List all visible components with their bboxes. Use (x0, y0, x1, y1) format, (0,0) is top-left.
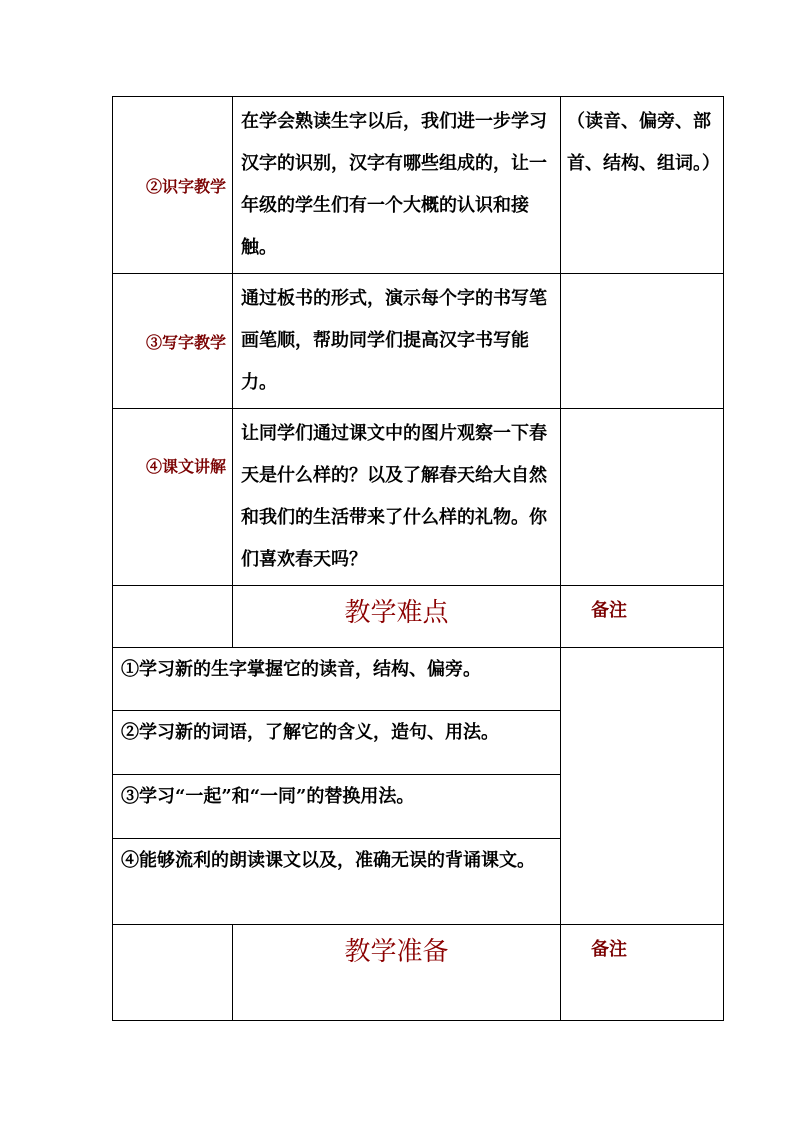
row-label-writing: ③写字教学 (113, 274, 233, 409)
row-label-literacy: ②识字教学 (113, 97, 233, 274)
row-content-literacy: 在学会熟读生字以后，我们进一步学习汉字的识别，汉字有哪些组成的，让一年级的学生们有一个大概的认识和接触。 (233, 97, 561, 274)
lesson-plan-table (112, 96, 724, 1021)
difficulty-heading: 教学难点 (233, 586, 561, 648)
difficulty-item-3: ③学习“一起”和“一同”的替换用法。 (113, 775, 561, 839)
difficulty-item-row-1 (113, 648, 724, 711)
preparation-remark: 备注 (561, 925, 724, 1021)
difficulty-note-cell (561, 648, 724, 925)
difficulty-item-2: ②学习新的词语，了解它的含义，造句、用法。 (113, 711, 561, 775)
row-label-text-explanation: ④课文讲解 (113, 409, 233, 586)
difficulty-remark: 备注 (561, 586, 724, 648)
row-content-writing: 通过板书的形式，演示每个字的书写笔画笔顺，帮助同学们提高汉字书写能力。 (233, 274, 561, 409)
difficulty-item-1: ①学习新的生字掌握它的读音，结构、偏旁。 (113, 648, 561, 711)
row-note-text-explanation (561, 409, 724, 586)
preparation-heading: 教学准备 (233, 925, 561, 1021)
difficulty-header-empty (113, 586, 233, 648)
row-note-writing (561, 274, 724, 409)
row-content-text-explanation: 让同学们通过课文中的图片观察一下春天是什么样的？以及了解春天给大自然和我们的生活带来了什么样的礼物。你们喜欢春天吗？ (233, 409, 561, 586)
difficulty-item-4: ④能够流利的朗读课文以及，准确无误的背诵课文。 (113, 839, 561, 925)
preparation-header-empty (113, 925, 233, 1021)
preparation-header-row (113, 925, 724, 1021)
row-literacy (113, 97, 724, 274)
row-note-literacy: （读音、偏旁、部首、结构、组词。） (561, 97, 724, 274)
row-writing (113, 274, 724, 409)
difficulty-header-row (113, 586, 724, 648)
row-text-explanation (113, 409, 724, 586)
